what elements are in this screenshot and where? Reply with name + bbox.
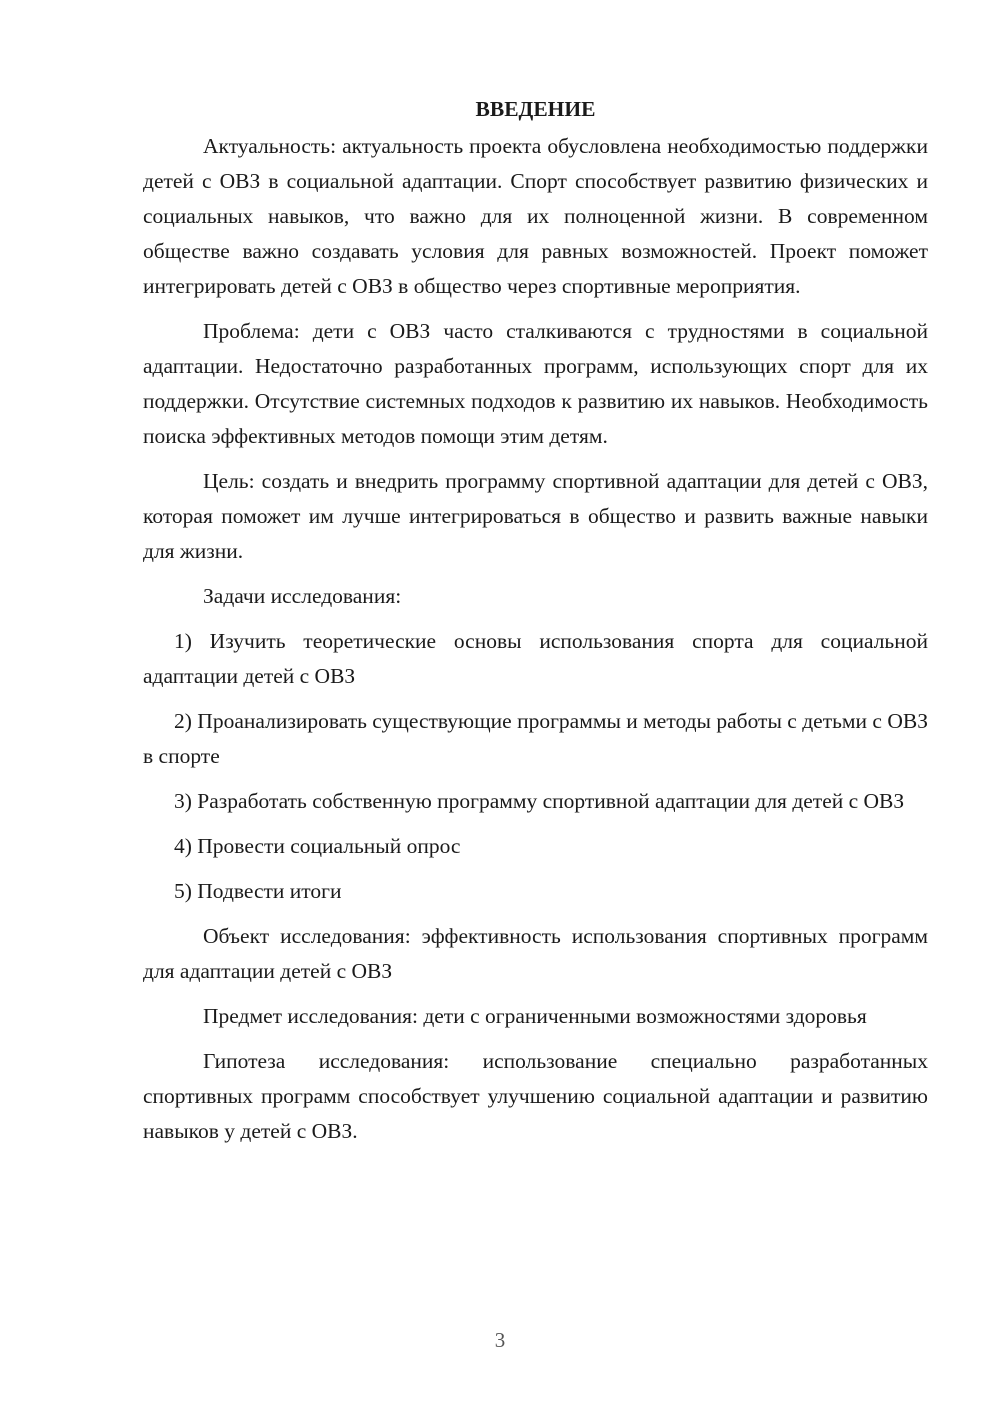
paragraph-problem: Проблема: дети с ОВЗ часто сталкиваются с трудностями в социальной адаптации. Недостаточно разработанных программ, использующих спорт для их поддержки. Отсутствие системных подходов к развитию их навыков. Необходимость поиска эффективных методов помощи этим детям.: [143, 319, 928, 448]
section-title: ВВЕДЕНИЕ: [475, 97, 596, 121]
list-item: 1) Изучить теоретические основы использования спорта для социальной адаптации детей с ОВЗ: [143, 629, 928, 688]
tasks-list: [143, 624, 928, 909]
list-item: 4) Провести социальный опрос: [174, 834, 461, 858]
list-item: 3) Разработать собственную программу спортивной адаптации для детей с ОВЗ: [174, 789, 905, 813]
paragraph-relevance: Актуальность: актуальность проекта обусловлена необходимостью поддержки детей с ОВЗ в социальной адаптации. Спорт способствует развитию физических и социальных навыков, что важно для их полноценной жизни. В современном обществе важно создавать условия для равных возможностей. Проект поможет интегрировать детей с ОВЗ в общество через спортивные мероприятия.: [143, 134, 928, 298]
paragraph-object: Объект исследования: эффективность использования спортивных программ для адаптации детей с ОВЗ: [143, 924, 928, 983]
paragraph-goal: Цель: создать и внедрить программу спортивной адаптации для детей с ОВЗ, которая поможет им лучше интегрироваться в общество и развить важные навыки для жизни.: [143, 469, 928, 563]
paragraph-subject: Предмет исследования: дети с ограниченными возможностями здоровья: [203, 1004, 867, 1028]
tasks-heading: Задачи исследования:: [203, 584, 402, 608]
document-page: [143, 92, 928, 1159]
page-number: 3: [494, 1328, 506, 1352]
list-item: 5) Подвести итоги: [174, 879, 342, 903]
paragraph-hypothesis: Гипотеза исследования: использование специально разработанных спортивных программ способствует улучшению социальной адаптации и развитию навыков у детей с ОВЗ.: [143, 1049, 928, 1143]
list-item: 2) Проанализировать существующие программы и методы работы с детьми с ОВЗ в спорте: [143, 709, 928, 768]
